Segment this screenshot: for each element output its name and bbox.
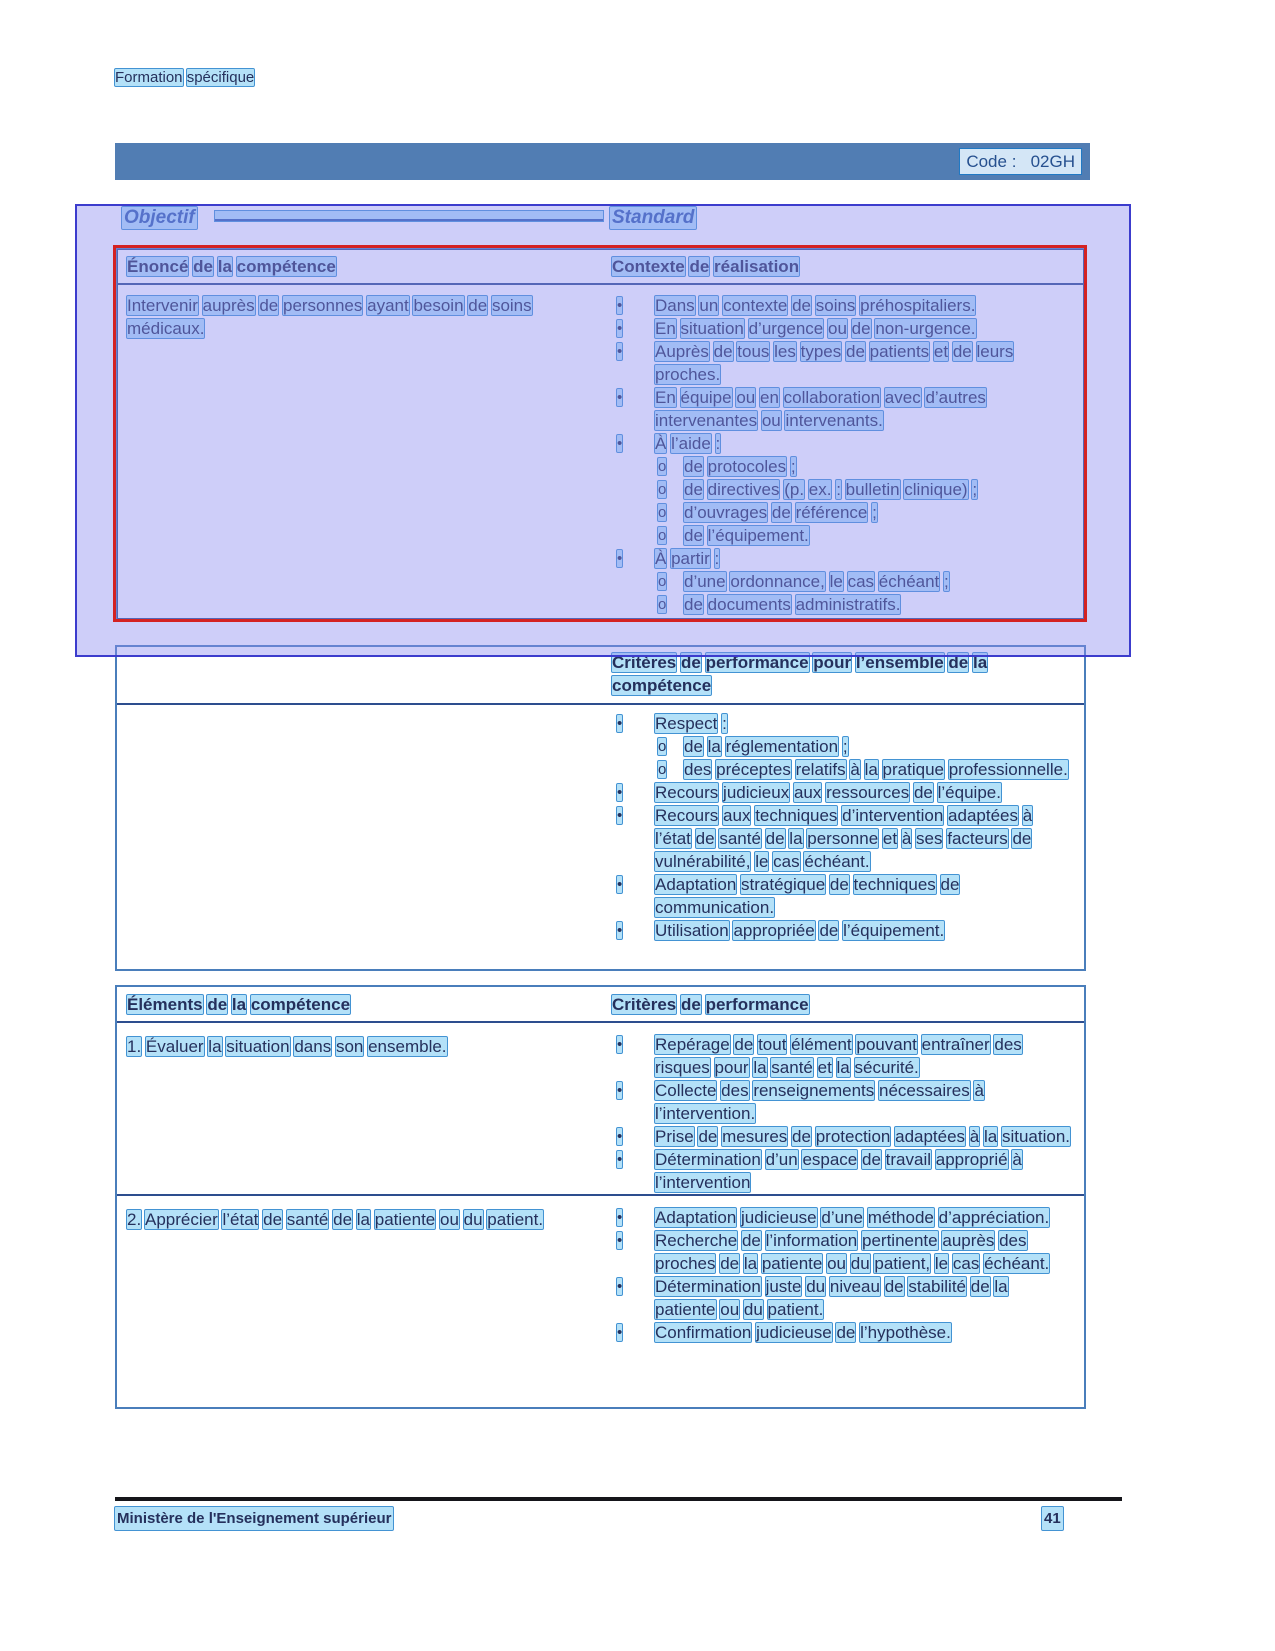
element-row — [117, 1194, 1084, 1344]
bullet-icon: • — [617, 1128, 623, 1145]
bullet-item — [612, 1079, 1084, 1125]
bullet-text: de protocoles ; — [684, 457, 796, 476]
bullet-item — [612, 1229, 1084, 1275]
bullet-icon: • — [617, 1324, 623, 1341]
code-band — [115, 143, 1090, 180]
sub-bullet-icon: o — [658, 504, 667, 521]
bullet-text: Collecte des renseignements nécessaires à l’intervention. — [655, 1081, 984, 1123]
bullet-text: des préceptes relatifs à la pratique professionnelle. — [684, 760, 1068, 779]
element-cell — [117, 1206, 612, 1344]
criteria-list — [612, 1033, 1084, 1194]
heading-underline — [215, 211, 603, 221]
bullet-text: de l’équipement. — [684, 526, 809, 545]
bullet-icon: • — [617, 922, 623, 939]
criteria-table — [115, 645, 1086, 971]
bullet-text: Dans un contexte de soins préhospitaliers. — [655, 296, 976, 315]
bullet-text: Adaptation judicieuse d’une méthode d’appréciation. — [655, 1208, 1050, 1227]
sub-item — [612, 570, 1084, 593]
bullet-item — [612, 804, 1084, 873]
sub-item — [612, 735, 1084, 758]
competence-table-header — [117, 249, 1084, 285]
bullet-text: À partir : — [655, 549, 720, 568]
bullet-text: À l’aide : — [655, 434, 721, 453]
footer-ministry: Ministère de l'Enseignement supérieur — [115, 1507, 393, 1530]
bullet-text: Utilisation appropriée de l’équipement. — [655, 921, 945, 940]
bullet-text: Détermination d’un espace de travail approprié à l’intervention — [655, 1150, 1022, 1192]
competence-table-body — [117, 285, 1084, 616]
criteria-table-header — [117, 647, 1084, 705]
bullet-icon: • — [617, 1082, 623, 1099]
sub-bullet-icon: o — [658, 738, 667, 755]
bullet-text: Prise de mesures de protection adaptées à la situation. — [655, 1127, 1071, 1146]
objectif-heading: Objectif — [124, 207, 195, 228]
sub-item — [612, 593, 1084, 616]
bullet-item — [612, 1125, 1084, 1148]
section-label: Formation spécifique — [115, 69, 255, 86]
competence-statement: Intervenir auprès de personnes ayant besoin de soins médicaux. — [127, 296, 532, 338]
sub-bullet-icon: o — [658, 596, 667, 613]
bullet-item — [612, 1275, 1084, 1321]
bullet-text: Auprès de tous les types de patients et de leurs proches. — [655, 342, 1014, 384]
bullet-text: Adaptation stratégique de techniques de communication. — [655, 875, 960, 917]
bullet-item — [612, 873, 1084, 919]
sub-bullet-icon: o — [658, 527, 667, 544]
bullet-text: Respect : — [655, 714, 727, 733]
bullet-text: d’une ordonnance, le cas échéant ; — [684, 572, 949, 591]
bullet-item — [612, 294, 1084, 317]
sub-item — [612, 524, 1084, 547]
contexte-header: Contexte de réalisation — [612, 256, 800, 276]
bullet-item — [612, 1321, 1084, 1344]
footer-page-number: 41 — [1042, 1507, 1063, 1530]
bullet-icon: • — [617, 389, 623, 406]
element-statement: 2. Apprécier l’état de santé de la patiente ou du patient. — [127, 1210, 544, 1229]
bullet-text: Recours aux techniques d’intervention adaptées à l’état de santé de la personne et à ses facteurs de vulnérabilité, le cas échéant. — [655, 806, 1033, 871]
bullet-text: Recherche de l’information pertinente auprès des proches de la patiente ou du patient, le cas échéant. — [655, 1231, 1050, 1273]
bullet-item — [612, 712, 1084, 735]
bullet-text: d’ouvrages de référence ; — [684, 503, 877, 522]
code-label: Code : 02GH — [960, 149, 1081, 174]
bullet-text: Détermination juste du niveau de stabilité de la patiente ou du patient. — [655, 1277, 1008, 1319]
elements-header: Éléments de la compétence — [127, 994, 351, 1014]
elements-table — [115, 985, 1086, 1409]
criteria-list — [612, 705, 1084, 942]
standard-heading: Standard — [612, 207, 695, 228]
element-statement: 1. Évaluer la situation dans son ensemble. — [127, 1037, 447, 1056]
bullet-icon: • — [617, 320, 623, 337]
bullet-icon: • — [617, 784, 623, 801]
bullet-icon: • — [617, 435, 623, 452]
sub-bullet-icon: o — [658, 481, 667, 498]
criteria-cell — [612, 1033, 1084, 1194]
sub-bullet-icon: o — [658, 458, 667, 475]
sub-item — [612, 501, 1084, 524]
competence-table — [115, 247, 1086, 621]
bullet-item — [612, 1033, 1084, 1079]
criteria-cell — [612, 1206, 1084, 1344]
bullet-icon: • — [617, 715, 623, 732]
bullet-text: Confirmation judicieuse de l’hypothèse. — [655, 1323, 951, 1342]
element-row — [117, 1023, 1084, 1194]
bullet-text: Recours judicieux aux ressources de l’équipe. — [655, 783, 1001, 802]
bullet-item — [612, 386, 1084, 432]
elements-rows — [117, 1023, 1084, 1344]
bullet-text: Repérage de tout élément pouvant entraîner des risques pour la santé et la sécurité. — [655, 1035, 1022, 1077]
bullet-icon: • — [617, 343, 623, 360]
bullet-item — [612, 547, 1084, 570]
footer-rule — [115, 1497, 1122, 1501]
bullet-icon: • — [617, 1151, 623, 1168]
bullet-item — [612, 1148, 1084, 1194]
criteria-table-body — [117, 705, 1084, 942]
bullet-item — [612, 781, 1084, 804]
bullet-text: de directives (p. ex. : bulletin clinique) ; — [684, 480, 978, 499]
bullet-item — [612, 317, 1084, 340]
enonce-header: Énoncé de la compétence — [127, 256, 336, 276]
context-list — [612, 289, 1084, 616]
sub-bullet-icon: o — [658, 761, 667, 778]
bullet-icon: • — [617, 297, 623, 314]
sub-bullet-icon: o — [658, 573, 667, 590]
bullet-text: En situation d’urgence ou de non-urgence. — [655, 319, 976, 338]
performance-header: Critères de performance — [612, 994, 809, 1014]
bullet-text: En équipe ou en collaboration avec d’autres intervenantes ou intervenants. — [655, 388, 986, 430]
elements-table-header — [117, 987, 1084, 1023]
bullet-icon: • — [617, 1232, 623, 1249]
bullet-icon: • — [617, 550, 623, 567]
sub-item — [612, 758, 1084, 781]
sub-item — [612, 478, 1084, 501]
bullet-icon: • — [617, 1278, 623, 1295]
bullet-item — [612, 340, 1084, 386]
criteria-list — [612, 1206, 1084, 1344]
bullet-icon: • — [617, 876, 623, 893]
bullet-item — [612, 919, 1084, 942]
sub-item — [612, 455, 1084, 478]
bullet-icon: • — [617, 1209, 623, 1226]
bullet-icon: • — [617, 1036, 623, 1053]
bullet-item — [612, 1206, 1084, 1229]
bullet-icon: • — [617, 807, 623, 824]
element-cell — [117, 1033, 612, 1194]
bullet-item — [612, 432, 1084, 455]
bullet-text: de la réglementation ; — [684, 737, 848, 756]
criteria-header: Critères de performance pour l’ensemble de la compétence — [612, 653, 988, 695]
bullet-text: de documents administratifs. — [684, 595, 901, 614]
